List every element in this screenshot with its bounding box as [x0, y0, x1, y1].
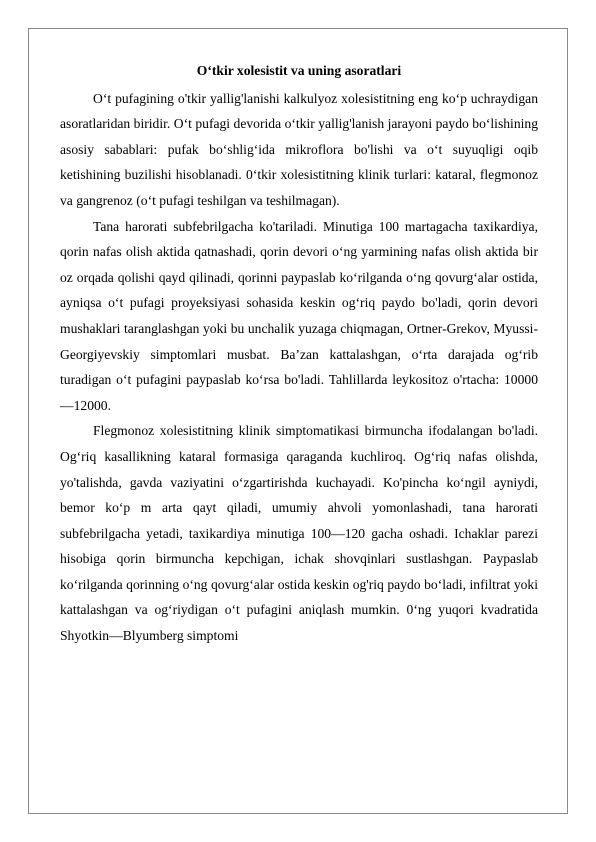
paragraph-flegmonoz-symptoms: Flegmonoz xolesistitning klinik simptomatikasi birmuncha ifodalangan bo'ladi. Og‘riq kasallikning kataral formasiga qaraganda kuchliroq. Og‘riq nafas olishda, yo'talishda, gavda vaziyatini o‘zgartirishda kuchayadi. Ko'pincha ko‘ngil ayniydi, bemor ko‘p m arta qayt qiladi, umumiy ahvoli yomonlashadi, tana harorati subfebrilgacha yetadi, taxikardiya minutiga 100—120 gacha oshadi. Ichaklar parezi hisobiga qorin birmuncha kepchigan, ichak shovqinlari sustlashgan. Paypaslab ko‘rilganda qorinning o‘ng qovurg‘alar ostida keskin og'riq paydo bo‘ladi, infiltrat yoki kattalashgan va og‘riydigan o‘t pufagini aniqlash mumkin. 0‘ng yuqori kvadratida Shyotkin—Blyumberg simptomi [60, 423, 538, 644]
paragraph-kataral-symptoms: Tana harorati subfebrilgacha ko'tariladi. Minutiga 100 martagacha taxikardiya, qorin nafas olish aktida qatnashadi, qorin devori o‘ng yarmining nafas olish aktida bir oz orqada qolishi qayd qilinadi, qorinni paypaslab ko‘rilganda o‘ng qovurg‘alar ostida, ayniqsa o‘t pufagi proyeksiyasi sohasida keskin og‘riq paydo bo'ladi, qorin devori mushaklari taranglashgan yoki bu unchalik yuzaga chiqmagan, Ortner-Grekov, Myussi-Georgiyevskiy simptomlari musbat. Ba’zan kattalashgan, o‘rta darajada og‘rib turadigan o‘t pufagini paypaslab ko‘rsa bo'ladi. Tahlillarda leykositoz o'rtacha: 10000—12000. [60, 218, 538, 413]
paragraph-definition: O‘t pufagining o'tkir yallig'lanishi kalkulyoz xolesistitning eng ko‘p uchraydigan asoratlaridan biridir. O‘t pufagi devorida o‘tkir yallig'lanish jarayoni paydo bo‘lishining asosiy sabablari: pufak bo‘shlig‘ida mikroflora bo'lishi va o‘t suyuqligi oqib ketishining buzilishi hisoblanadi. 0‘tkir xolesistitning klinik turlari: kataral, flegmonoz va gangrenoz (o‘t pufagi teshilgan va teshilmagan). [60, 90, 538, 208]
document-title: O‘tkir xolesistit va uning asoratlari [196, 63, 402, 78]
document-body [60, 58, 538, 649]
